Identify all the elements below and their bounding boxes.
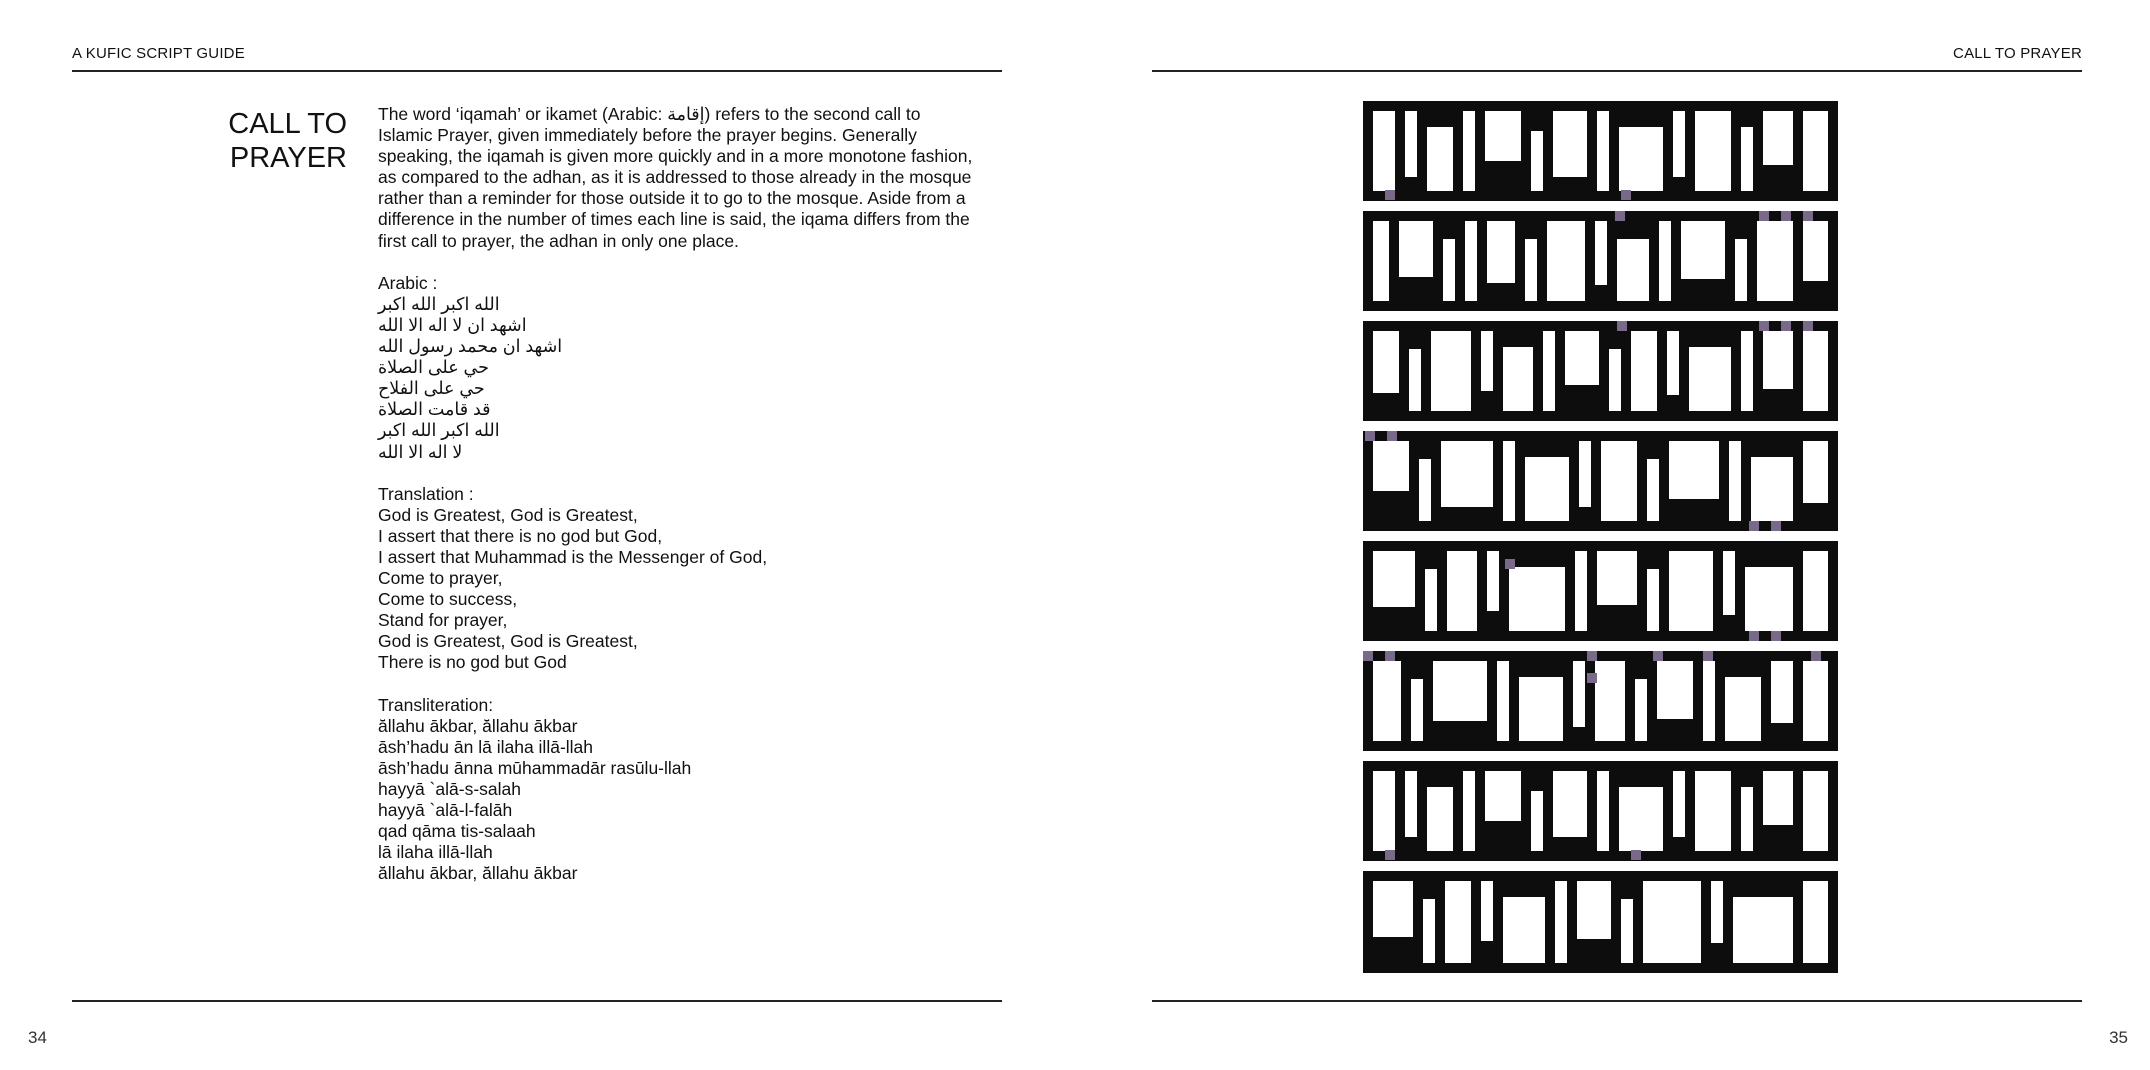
page-title-line-2: PRAYER — [229, 142, 347, 174]
kufic-panel-6 — [1363, 651, 1838, 751]
kufic-panel-4 — [1363, 431, 1838, 531]
translation-label: Translation : — [378, 483, 474, 504]
arabic-line: قد قامت الصلاة — [378, 399, 491, 420]
kufic-panel-1 — [1363, 101, 1838, 201]
kufic-panel-3 — [1363, 321, 1838, 421]
arabic-line: الله اكبر الله اكبر — [378, 420, 500, 441]
transliteration-line: ā̆llahu ākbar, ā̆llahu ākbar — [378, 715, 578, 736]
translation-line: There is no god but God — [378, 652, 567, 673]
transliteration-lines — [378, 716, 978, 885]
kufic-panel-2 — [1363, 211, 1838, 311]
arabic-lines — [378, 294, 978, 463]
translation-line: I assert that Muhammad is the Messenger of God, — [378, 546, 768, 567]
kufic-panel-5 — [1363, 541, 1838, 641]
transliteration-label: Transliteration: — [378, 694, 494, 715]
translation-line: Stand for prayer, — [378, 610, 508, 631]
translation-line: I assert that there is no god but God, — [378, 525, 663, 546]
translation-line: God is Greatest, God is Greatest, — [378, 631, 638, 652]
arabic-line: اشهد ان محمد رسول الله — [378, 336, 563, 357]
kufic-panel-7 — [1363, 761, 1838, 861]
translation-line: Come to prayer, — [378, 568, 503, 589]
arabic-line: حي على الفلاح — [378, 378, 485, 399]
transliteration-line: hayyā `alā-l-falāh — [378, 800, 513, 821]
transliteration-line: ā̆llahu ākbar, ā̆llahu ākbar — [378, 863, 578, 884]
translation-line: God is Greatest, God is Greatest, — [378, 504, 638, 525]
transliteration-line: āsh’hadu ānna mūhammadār rasūlu-llah — [378, 757, 692, 778]
bottom-rule-left — [72, 1000, 1002, 1002]
running-head-right: CALL TO PRAYER — [1953, 45, 2082, 62]
translation-lines — [378, 505, 978, 674]
arabic-line: اشهد ان لا اله الا الله — [378, 314, 527, 335]
transliteration-line: lā ilaha illā-llah — [378, 842, 493, 863]
page-title-line-1: CALL TO — [228, 108, 347, 140]
transliteration-line: qad qāma tis-salaah — [378, 821, 536, 842]
transliteration-line: āsh’hadu ān lā ilaha illā-llah — [378, 736, 594, 757]
arabic-line: الله اكبر الله اكبر — [378, 293, 500, 314]
intro-paragraph: The word ‘iqamah’ or ikamet (Arabic: إقامة‎) refers to the second call to Islamic Prayer, given immediately before the prayer begins. Generally speaking, the iqamah is given more quickly and in a more monotone fashion, as compared to the adhan, as it is addressed to those already in the mosque rather than a reminder for those outside it to go to the mosque. Aside from a difference in the number of times each line is said, the iqama differs from the first call to prayer, the adhan in only one place. — [378, 104, 973, 251]
arabic-label: Arabic : — [378, 272, 438, 293]
transliteration-line: hayyā `alā-s-salah — [378, 779, 521, 799]
top-rule-left — [72, 70, 1002, 72]
page-title — [200, 107, 347, 175]
arabic-line: حي على الصلاة — [378, 357, 489, 378]
page-number-right: 35 — [2109, 1028, 2128, 1047]
kufic-panel-8 — [1363, 871, 1838, 973]
translation-section — [378, 484, 978, 674]
running-head-left: A KUFIC SCRIPT GUIDE — [72, 45, 245, 62]
kufic-calligraphy-artwork — [1363, 101, 1838, 973]
top-rule-right — [1152, 70, 2082, 72]
page-number-left: 34 — [28, 1028, 47, 1047]
arabic-line: لا اله الا الله — [378, 441, 463, 462]
article-body — [378, 104, 978, 884]
transliteration-section — [378, 695, 978, 885]
arabic-section — [378, 273, 978, 463]
bottom-rule-right — [1152, 1000, 2082, 1002]
translation-line: Come to success, — [378, 589, 518, 610]
